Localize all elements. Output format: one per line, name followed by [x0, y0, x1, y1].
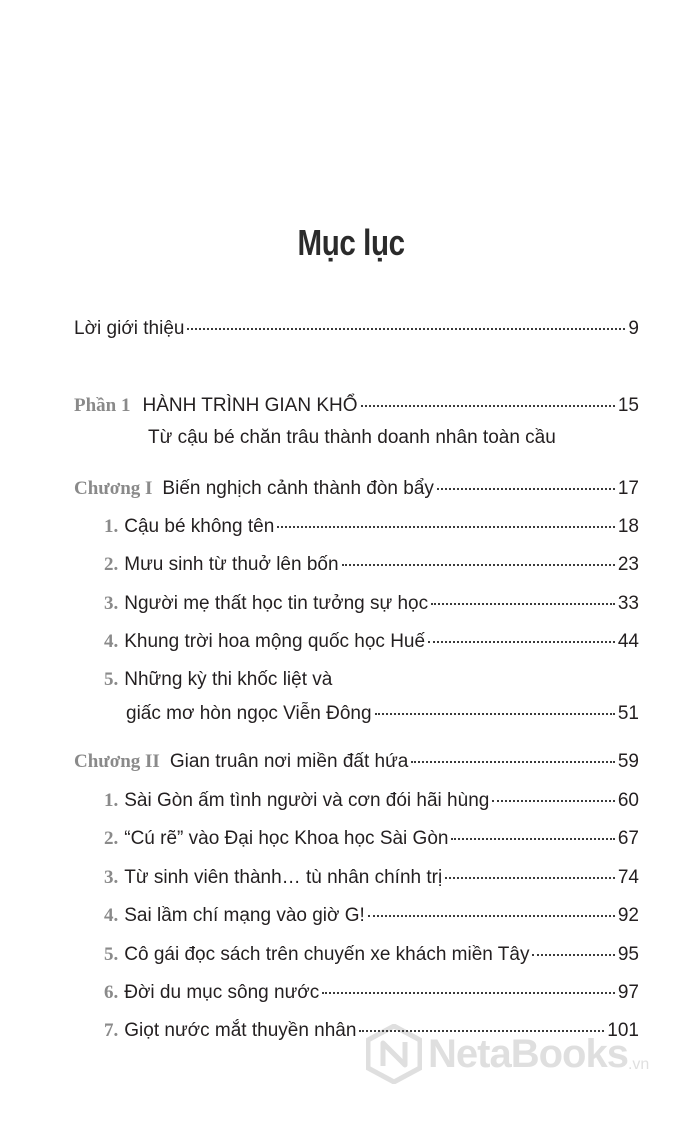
toc-entry-page: 15	[617, 395, 639, 416]
section-title: Những kỳ thi khốc liệt và	[124, 669, 333, 690]
toc-entry-page: 59	[617, 751, 639, 772]
netabooks-logo-icon	[366, 1024, 422, 1084]
toc-entry-page: 92	[617, 905, 639, 926]
section-number: 1.	[104, 790, 119, 811]
toc-entry-page: 60	[617, 790, 639, 811]
chapter-prefix: Chương II	[74, 751, 160, 772]
section-title: Người mẹ thất học tin tưởng sự học	[124, 593, 429, 614]
toc-entry-section[interactable]	[104, 865, 639, 891]
leader-dots	[277, 525, 615, 528]
toc-entry-page: 51	[617, 703, 639, 724]
section-number: 1.	[104, 516, 119, 537]
section-title: Từ sinh viên thành… tù nhân chính trị	[124, 867, 443, 888]
leader-dots	[342, 563, 615, 566]
section-title: Cô gái đọc sách trên chuyến xe khách miền Tây	[124, 944, 530, 965]
chapter-title: Biến nghịch cảnh thành đòn bẩy	[162, 478, 434, 499]
leader-dots	[428, 640, 615, 643]
toc-entry-page: 33	[617, 593, 639, 614]
watermark-text: NetaBooks	[428, 1031, 628, 1076]
toc-entry-part-1[interactable]	[74, 393, 639, 419]
toc-entry-section[interactable]	[104, 629, 639, 655]
leader-dots	[437, 487, 615, 490]
watermark-suffix: .vn	[627, 1056, 650, 1073]
toc-entry-page: 74	[617, 867, 639, 888]
part-subtitle: Từ cậu bé chăn trâu thành doanh nhân toàn cầu	[148, 427, 556, 448]
section-title: Đời du mục sông nước	[124, 982, 320, 1003]
toc-entry-chapter-1[interactable]	[74, 476, 639, 502]
watermark	[366, 1024, 649, 1084]
toc-entry-section[interactable]	[104, 552, 639, 578]
toc-entry-label: Lời giới thiệu	[74, 318, 185, 339]
page-title: Mục lục	[297, 222, 405, 263]
section-number: 3.	[104, 593, 119, 614]
section-number: 7.	[104, 1020, 119, 1041]
toc-entry-chapter-2[interactable]	[74, 749, 639, 775]
toc-entry-page: 95	[617, 944, 639, 965]
leader-dots	[361, 404, 615, 407]
section-title: Khung trời hoa mộng quốc học Huế	[124, 631, 426, 652]
toc-entry-page: 17	[617, 478, 639, 499]
chapter-title: Gian truân nơi miền đất hứa	[169, 751, 409, 772]
toc-entry-section[interactable]	[104, 942, 639, 968]
section-title: Mưu sinh từ thuở lên bốn	[124, 554, 339, 575]
section-number: 2.	[104, 828, 119, 849]
leader-dots	[368, 914, 615, 917]
toc-entry-section[interactable]	[104, 788, 639, 814]
section-title-cont: giấc mơ hòn ngọc Viễn Đông	[126, 703, 372, 724]
section-number: 4.	[104, 631, 119, 652]
section-number: 5.	[104, 669, 119, 690]
toc-entry-section[interactable]	[104, 826, 639, 852]
toc-entry-page: 44	[617, 631, 639, 652]
section-number: 3.	[104, 867, 119, 888]
section-number: 5.	[104, 944, 119, 965]
toc-entry-page: 97	[617, 982, 639, 1003]
chapter-prefix: Chương I	[74, 478, 153, 499]
leader-dots	[375, 712, 615, 715]
section-title: “Cú rẽ” vào Đại học Khoa học Sài Gòn	[124, 828, 449, 849]
toc-entry-section[interactable]	[104, 903, 639, 929]
toc-entry-page: 23	[617, 554, 639, 575]
leader-dots	[532, 953, 614, 956]
leader-dots	[431, 602, 615, 605]
toc-entry-page: 67	[617, 828, 639, 849]
section-title: Sài Gòn ấm tình người và cơn đói hãi hùng	[124, 790, 490, 811]
part-title: HÀNH TRÌNH GIAN KHỔ	[142, 395, 358, 416]
leader-dots	[322, 991, 615, 994]
leader-dots	[411, 760, 615, 763]
section-number: 2.	[104, 554, 119, 575]
leader-dots	[492, 799, 615, 802]
section-title: Cậu bé không tên	[124, 516, 275, 537]
toc-entry-section-line2[interactable]	[126, 701, 639, 727]
part-prefix: Phần 1	[74, 395, 131, 416]
toc-entry-section[interactable]	[104, 980, 639, 1006]
toc-entry-page: 18	[617, 516, 639, 537]
toc-entry-section[interactable]	[104, 591, 639, 617]
toc-entry-page: 9	[628, 318, 639, 339]
leader-dots	[451, 837, 614, 840]
leader-dots	[445, 876, 615, 879]
section-number: 4.	[104, 905, 119, 926]
toc-entry-section[interactable]	[104, 514, 639, 540]
section-title: Sai lầm chí mạng vào giờ G!	[124, 905, 365, 926]
section-number: 6.	[104, 982, 119, 1003]
toc-entry-intro[interactable]	[74, 316, 639, 342]
leader-dots	[187, 327, 625, 330]
toc-entry-section-line1[interactable]	[104, 667, 332, 693]
toc-entry-page: 101	[607, 1020, 639, 1041]
section-title: Giọt nước mắt thuyền nhân	[124, 1020, 357, 1041]
